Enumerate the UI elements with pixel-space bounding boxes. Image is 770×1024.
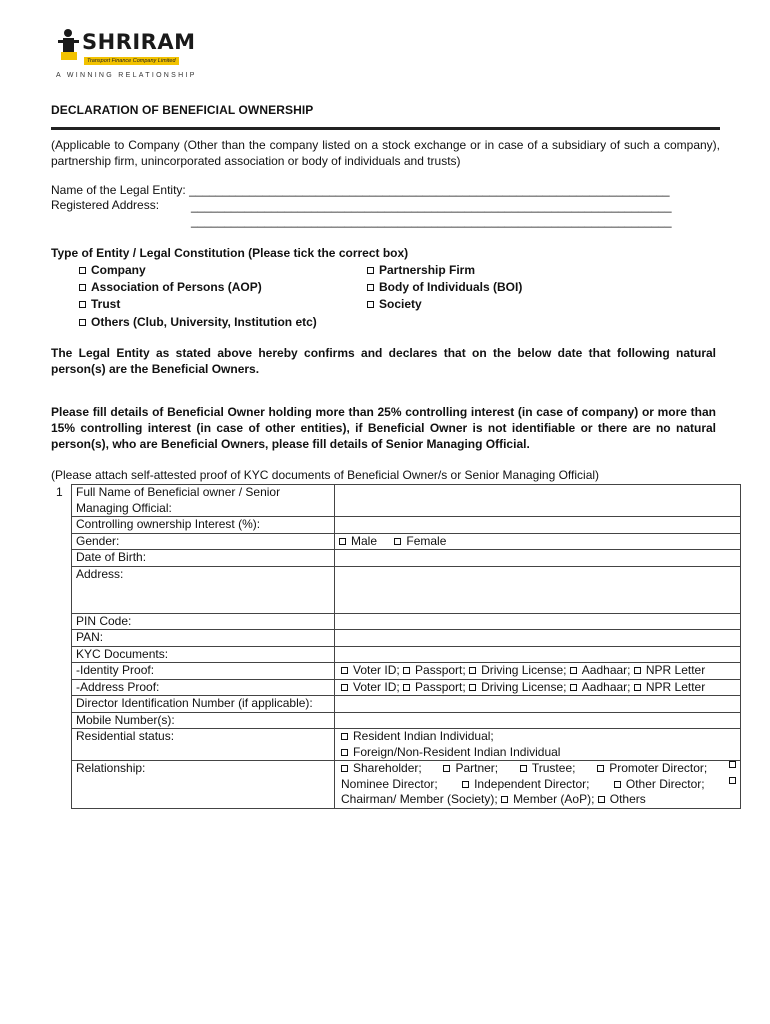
entity-name-line[interactable]: ________________________________________________________________________ (189, 183, 670, 197)
registered-address-label: Registered Address: (51, 198, 160, 212)
checkbox-icon[interactable] (403, 667, 410, 674)
non-resident-option[interactable] (341, 745, 736, 761)
relationship-option[interactable] (520, 761, 576, 777)
identity-proof-label: -Identity Proof: (72, 663, 335, 680)
checkbox-icon[interactable] (341, 733, 348, 740)
checkbox-icon[interactable] (469, 667, 476, 674)
option-label: Resident Indian Individual; (353, 729, 494, 743)
controlling-interest-label: Controlling ownership Interest (%): (72, 517, 335, 534)
relationship-line-1 (341, 761, 736, 777)
checkbox-icon[interactable] (501, 796, 508, 803)
logo-tagline: A WINNING RELATIONSHIP (56, 72, 197, 79)
kyc-option[interactable] (570, 663, 631, 677)
checkbox-icon[interactable] (634, 667, 641, 674)
full-name-field[interactable] (335, 485, 741, 517)
address-proof-options (335, 679, 741, 696)
option-label: Independent Director; (474, 776, 590, 791)
pin-label: PIN Code: (72, 613, 335, 630)
attach-note: (Please attach self-attested proof of KYC documents of Beneficial Owner/s or Senior Managing Official) (51, 468, 600, 482)
instruction-text: Please fill details of Beneficial Owner holding more than 25% controlling interest (in case of company) or more than 15% controlling interest (in case of other entities), if Beneficial Owner is not identifiable or there are no natural person(s), who are Beneficial Owners, please fill details of Senior Managing Official. (51, 405, 716, 451)
option-label: Others (Club, University, Institution etc) (91, 315, 317, 329)
option-label: Male (351, 533, 378, 548)
relationship-option[interactable] (501, 792, 594, 806)
option-label: Driving License; (481, 679, 567, 694)
relationship-option[interactable] (598, 792, 646, 806)
table-row (72, 679, 741, 696)
gender-male-option[interactable] (339, 534, 377, 550)
option-label: Company (91, 263, 146, 277)
option-label: Aadhaar; (581, 663, 631, 677)
beneficial-owner-table (71, 484, 741, 809)
kyc-option[interactable] (469, 680, 566, 694)
logo-brand: SHRIRAM (82, 30, 196, 54)
table-row (72, 712, 741, 729)
relationship-line-3 (341, 792, 736, 808)
option-label: Passport; (415, 663, 466, 677)
option-others[interactable] (79, 314, 317, 330)
checkbox-icon[interactable] (341, 667, 348, 674)
applicability-note: (Applicable to Company (Other than the company listed on a stock exchange or in case of a subsidiary of such a company), partnership firm, unincorporated association or body of individuals and trusts) (51, 138, 720, 168)
registered-address-line-1[interactable]: ________________________________________________________________________ (191, 199, 672, 213)
kyc-option[interactable] (570, 680, 631, 694)
option-label: Promoter Director; (609, 761, 708, 775)
checkbox-icon[interactable] (79, 301, 86, 308)
option-label: Female (406, 533, 447, 548)
table-row (72, 729, 741, 761)
option-label: Trust (91, 297, 121, 311)
table-row (72, 761, 741, 809)
checkbox-icon[interactable] (79, 267, 86, 274)
option-label: Others (609, 792, 646, 806)
checkbox-icon[interactable] (367, 301, 374, 308)
kyc-option[interactable] (634, 680, 705, 694)
gender-female-option[interactable] (394, 534, 446, 550)
checkbox-icon[interactable] (403, 684, 410, 691)
row-number: 1 (56, 485, 63, 499)
option-label: NPR Letter (645, 679, 706, 694)
gender-field (335, 533, 741, 550)
option-label: Partner; (455, 761, 499, 775)
checkbox-icon[interactable] (394, 538, 401, 545)
option-label: Voter ID; (353, 663, 400, 677)
checkbox-icon[interactable] (367, 284, 374, 291)
checkbox-icon[interactable] (520, 765, 527, 772)
identity-proof-options (335, 663, 741, 680)
checkbox-icon[interactable] (729, 777, 736, 784)
relationship-option[interactable] (462, 777, 589, 793)
checkbox-icon[interactable] (729, 761, 736, 768)
table-row (72, 663, 741, 680)
logo-figure-icon (56, 28, 80, 62)
option-label: Driving License; (481, 663, 567, 677)
option-society[interactable] (367, 296, 422, 312)
confirmation-text: The Legal Entity as stated above hereby confirms and declares that on the below date that following natural person(s) are the Beneficial Owners. (51, 346, 716, 376)
table-row (72, 485, 741, 517)
checkbox-icon[interactable] (598, 796, 605, 803)
checkbox-icon[interactable] (341, 749, 348, 756)
din-label: Director Identification Number (if applicable): (72, 696, 335, 713)
checkbox-icon[interactable] (339, 538, 346, 545)
kyc-label: KYC Documents: (72, 646, 335, 663)
kyc-option[interactable] (634, 663, 705, 677)
table-row (72, 533, 741, 550)
option-boi[interactable] (367, 279, 522, 295)
relationship-label: Relationship: (72, 761, 335, 809)
checkbox-icon[interactable] (614, 781, 621, 788)
option-label: Foreign/Non-Resident Indian Individual (353, 744, 561, 759)
kyc-option[interactable] (341, 680, 400, 694)
checkbox-icon[interactable] (79, 284, 86, 291)
option-aop[interactable] (79, 279, 262, 295)
checkbox-icon[interactable] (462, 781, 469, 788)
title-divider (51, 127, 720, 130)
option-label: Member (AoP); (513, 792, 595, 806)
relationship-option[interactable] (341, 777, 438, 793)
kyc-option[interactable] (341, 663, 400, 677)
gender-label: Gender: (72, 533, 335, 550)
kyc-option[interactable] (469, 663, 566, 677)
option-label: Passport; (415, 679, 466, 694)
table-row (72, 566, 741, 613)
table-row (72, 550, 741, 567)
kyc-field (335, 646, 741, 663)
option-label: Chairman/ Member (Society); (341, 792, 498, 806)
checkbox-icon[interactable] (570, 667, 577, 674)
relationship-option[interactable] (341, 792, 498, 806)
controlling-interest-field[interactable] (335, 517, 741, 534)
address-field[interactable] (335, 566, 741, 613)
dob-field[interactable] (335, 550, 741, 567)
option-company[interactable] (79, 262, 146, 278)
option-label: Aadhaar; (581, 679, 631, 694)
full-name-label: Full Name of Beneficial owner / Senior Managing Official: (72, 485, 335, 517)
option-label: Association of Persons (AOP) (91, 280, 262, 294)
relationship-option[interactable] (443, 761, 498, 777)
address-proof-label: -Address Proof: (72, 679, 335, 696)
checkbox-icon[interactable] (367, 267, 374, 274)
relationship-options (335, 761, 741, 809)
relationship-option[interactable] (341, 761, 422, 777)
entity-type-heading: Type of Entity / Legal Constitution (Please tick the correct box) (51, 246, 409, 260)
checkbox-icon[interactable] (341, 684, 348, 691)
dob-label: Date of Birth: (72, 550, 335, 567)
address-label: Address: (72, 566, 335, 613)
option-partnership-firm[interactable] (367, 262, 475, 278)
din-field[interactable] (335, 696, 741, 713)
checkbox-icon[interactable] (469, 684, 476, 691)
logo-company: Transport Finance Company Limited (84, 57, 179, 65)
option-label: Other Director; (625, 776, 705, 791)
checkbox-icon[interactable] (597, 765, 604, 772)
checkbox-icon[interactable] (79, 319, 86, 326)
pin-field[interactable] (335, 613, 741, 630)
option-label: Partnership Firm (379, 263, 476, 277)
option-label: Nominee Director; (341, 776, 438, 791)
page-title: DECLARATION OF BENEFICIAL OWNERSHIP (51, 103, 314, 117)
residential-label: Residential status: (72, 729, 335, 761)
checkbox-icon[interactable] (443, 765, 450, 772)
entity-name-label: Name of the Legal Entity: (51, 183, 186, 197)
table-row (72, 696, 741, 713)
resident-option[interactable] (341, 729, 736, 745)
kyc-option[interactable] (403, 663, 466, 677)
residential-options (335, 729, 741, 761)
company-logo (56, 26, 196, 82)
option-label: Trustee; (531, 761, 576, 775)
registered-address-line-2[interactable]: ________________________________________________________________________ (191, 214, 672, 228)
entity-name-row (51, 182, 670, 198)
table-row (72, 646, 741, 663)
table-row (72, 613, 741, 630)
pan-field[interactable] (335, 630, 741, 647)
checkbox-icon[interactable] (570, 684, 577, 691)
relationship-option[interactable] (597, 761, 707, 777)
table-row (72, 517, 741, 534)
table-row (72, 630, 741, 647)
checkbox-icon[interactable] (341, 765, 348, 772)
relationship-line-2 (341, 777, 736, 793)
kyc-option[interactable] (403, 680, 466, 694)
option-label: NPR Letter (645, 663, 706, 677)
option-label: Society (379, 297, 422, 311)
mobile-label: Mobile Number(s): (72, 712, 335, 729)
option-label: Body of Individuals (BOI) (379, 280, 523, 294)
pan-label: PAN: (72, 630, 335, 647)
option-trust[interactable] (79, 296, 120, 312)
checkbox-icon[interactable] (634, 684, 641, 691)
option-label: Shareholder; (353, 761, 422, 775)
relationship-option[interactable] (614, 777, 705, 793)
mobile-field[interactable] (335, 712, 741, 729)
option-label: Voter ID; (353, 679, 400, 694)
